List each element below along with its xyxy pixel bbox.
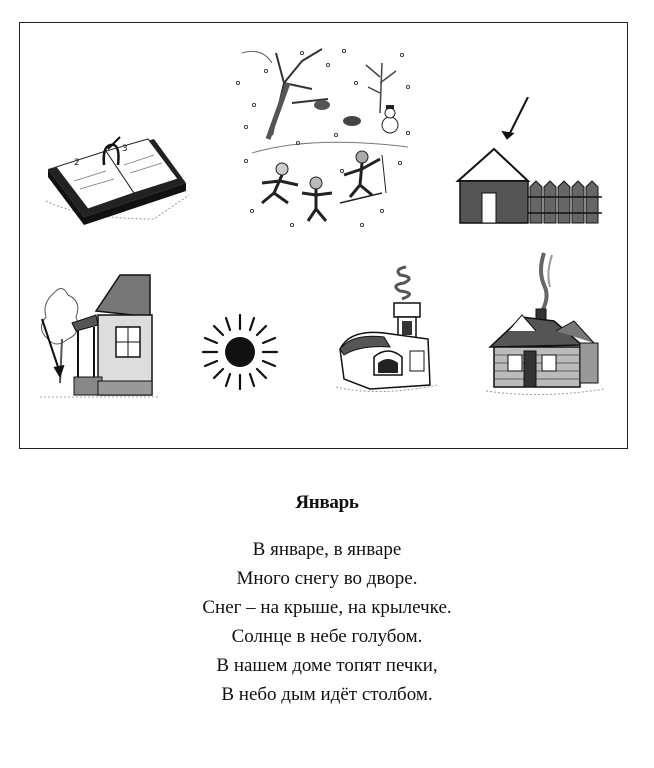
poem-line: Солнце в небе голубом. xyxy=(231,626,423,647)
poem-line: В январе, в январе xyxy=(252,539,402,560)
house-roof-arrow-icon xyxy=(452,97,604,225)
sun-icon xyxy=(200,313,280,391)
winter-scene-icon xyxy=(232,43,412,231)
poem-line: Снег – на крыше, на крылечке. xyxy=(202,597,452,618)
svg-text:2: 2 xyxy=(74,158,80,168)
porch-arrow-icon xyxy=(38,273,178,405)
calendar-icon xyxy=(44,121,190,225)
svg-text:3: 3 xyxy=(122,144,128,154)
poem-line: В нашем доме топят печки, xyxy=(216,655,438,676)
poem-line: В небо дым идёт столбом. xyxy=(221,684,433,705)
poem xyxy=(0,490,654,709)
smoking-house-icon xyxy=(482,251,606,401)
poem-title: Январь xyxy=(295,492,359,513)
illustration-panel xyxy=(19,22,628,449)
poem-line: Много снегу во дворе. xyxy=(236,568,418,589)
stove-icon xyxy=(330,263,442,395)
